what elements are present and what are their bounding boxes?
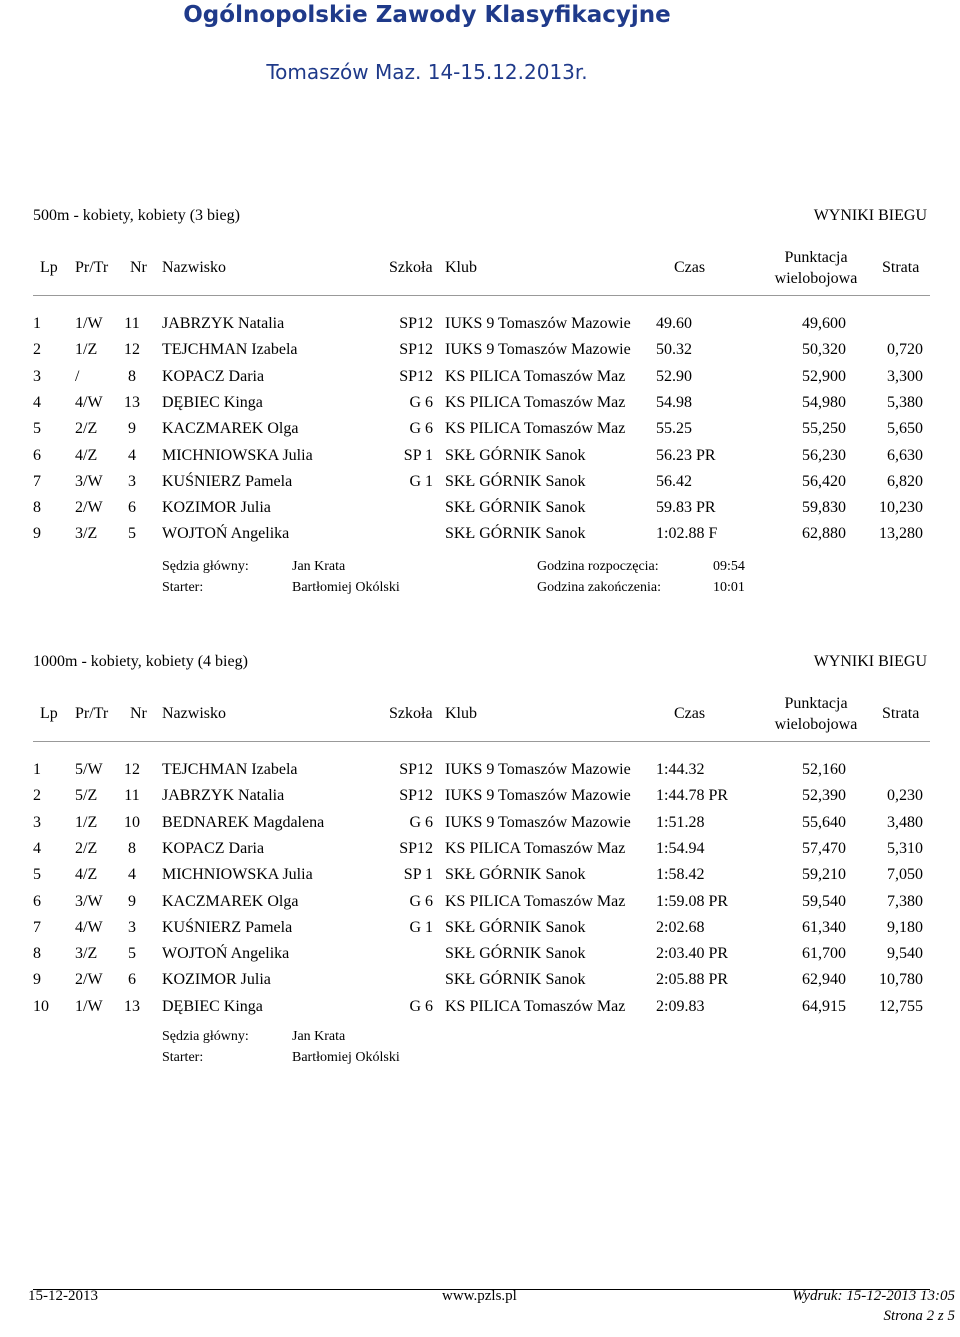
cell-prtr: 3/W [75,892,103,910]
cell-points: 52,160 [802,761,846,778]
judge-name: Jan Krata [292,1029,346,1044]
cell-time: 1:51.28 [656,813,705,831]
cell-time: 55.25 [656,420,692,438]
starter-name: Bartłomiej Okólski [292,1050,400,1065]
col-points-line1: Punktacja [784,695,848,712]
cell-strata: 0,720 [887,341,923,359]
cell-time: 59.83 PR [656,499,716,517]
cell-school: SP12 [399,341,433,359]
cell-club: SKŁ GÓRNIK Sanok [445,866,586,884]
cell-club: KS PILICA Tomaszów Maz [445,420,626,438]
cell-points: 49,600 [802,315,846,332]
cell-school: G 6 [409,393,433,411]
cell-club: KS PILICA Tomaszów Maz [445,997,626,1015]
column-header [0,247,960,291]
cell-nr: 11 [124,787,140,805]
cell-prtr: 2/Z [75,839,98,857]
table-row [0,919,960,945]
cell-points: 54,980 [802,393,846,411]
cell-name: JABRZYK Natalia [162,787,285,805]
cell-strata: 12,755 [879,997,923,1015]
table-row [0,998,960,1024]
cell-nr: 3 [128,472,136,490]
cell-name: TEJCHMAN Izabela [162,761,298,778]
cell-time: 52.90 [656,367,692,385]
cell-club: SKŁ GÓRNIK Sanok [445,525,586,543]
cell-name: KACZMAREK Olga [162,420,299,438]
table-row [0,893,960,919]
cell-points: 59,540 [802,892,846,910]
cell-time: 49.60 [656,315,692,332]
cell-prtr: 1/W [75,315,103,332]
cell-club: SKŁ GÓRNIK Sanok [445,499,586,517]
cell-time: 2:02.68 [656,918,705,936]
cell-time: 1:02.88 F [656,525,718,543]
cell-strata: 10,780 [879,971,923,989]
cell-nr: 8 [128,839,136,857]
table-row [0,787,960,813]
event-title: 1000m - kobiety, kobiety (4 bieg) [33,653,248,670]
cell-strata: 6,820 [887,472,923,490]
end-time: 10:01 [713,580,745,595]
table-row [0,761,960,787]
cell-lp: 5 [33,866,41,884]
col-points-line1: Punktacja [784,249,848,266]
table-row [0,499,960,525]
cell-prtr: 2/Z [75,420,98,438]
cell-strata: 7,380 [887,892,923,910]
cell-prtr: 2/W [75,971,103,989]
cell-lp: 8 [33,499,41,517]
cell-name: WOJTOŃ Angelika [162,945,290,963]
table-row [0,525,960,551]
cell-points: 55,250 [802,420,846,438]
cell-points: 64,915 [802,997,846,1015]
cell-name: KACZMAREK Olga [162,892,299,910]
col-time: Czas [674,705,706,722]
cell-name: MICHNIOWSKA Julia [162,866,313,884]
cell-time: 1:58.42 [656,866,705,884]
cell-lp: 7 [33,918,41,936]
cell-strata: 0,230 [887,787,923,805]
cell-points: 57,470 [802,839,846,857]
judge-name: Jan Krata [292,559,346,574]
cell-nr: 3 [128,918,136,936]
cell-club: SKŁ GÓRNIK Sanok [445,945,586,963]
cell-name: KUŚNIERZ Pamela [162,472,293,490]
cell-club: KS PILICA Tomaszów Maz [445,393,626,411]
cell-prtr: 3/W [75,472,103,490]
cell-points: 56,420 [802,472,846,490]
cell-club: KS PILICA Tomaszów Maz [445,367,626,385]
cell-school: SP 1 [403,866,433,884]
cell-nr: 11 [124,315,140,332]
cell-club: IUKS 9 Tomaszów Mazowie [445,341,631,359]
cell-time: 54.98 [656,393,692,411]
table-row [0,394,960,420]
table-row [0,420,960,446]
document-subtitle: Tomaszów Maz. 14-15.12.2013r. [266,60,588,84]
cell-school: SP12 [399,367,433,385]
cell-prtr: / [75,367,80,385]
cell-lp: 8 [33,945,41,963]
col-nr: Nr [130,705,147,722]
cell-nr: 13 [124,393,140,411]
cell-nr: 10 [124,813,140,831]
header-divider [33,741,930,742]
cell-school: SP12 [399,839,433,857]
cell-lp: 5 [33,420,41,438]
col-name: Nazwisko [162,259,226,276]
cell-nr: 13 [124,997,140,1015]
cell-club: IUKS 9 Tomaszów Mazowie [445,315,631,332]
start-time-label: Godzina rozpoczęcia: [537,559,659,574]
cell-points: 59,210 [802,866,846,884]
col-club: Klub [445,705,477,722]
cell-name: DĘBIEC Kinga [162,997,263,1015]
starter-label: Starter: [162,580,204,595]
start-time: 09:54 [713,559,745,574]
cell-club: IUKS 9 Tomaszów Mazowie [445,761,631,778]
cell-points: 52,900 [802,367,846,385]
col-club: Klub [445,259,477,276]
cell-time: 1:54.94 [656,839,705,857]
col-points [770,693,862,735]
cell-name: KOZIMOR Julia [162,971,271,989]
col-prtr: Pr/Tr [75,705,109,722]
col-points-line2: wielobojowa [774,716,858,733]
col-nr: Nr [130,259,147,276]
cell-lp: 9 [33,971,41,989]
cell-points: 62,880 [802,525,846,543]
cell-prtr: 3/Z [75,525,98,543]
cell-school: G 6 [409,997,433,1015]
judge-label: Sędzia główny: [162,559,249,574]
cell-time: 56.23 PR [656,446,716,464]
cell-club: SKŁ GÓRNIK Sanok [445,446,586,464]
cell-strata: 9,180 [887,918,923,936]
results-label: WYNIKI BIEGU [813,653,927,670]
cell-prtr: 3/Z [75,945,98,963]
cell-time: 1:44.78 PR [656,787,729,805]
cell-prtr: 1/Z [75,813,98,831]
col-lp: Lp [40,259,58,276]
cell-lp: 6 [33,446,41,464]
cell-lp: 2 [33,341,41,359]
col-school: Szkoła [389,259,433,276]
judge-label: Sędzia główny: [162,1029,249,1044]
cell-points: 52,390 [802,787,846,805]
col-name: Nazwisko [162,705,226,722]
col-points-line2: wielobojowa [774,270,858,287]
cell-club: KS PILICA Tomaszów Maz [445,892,626,910]
cell-strata: 9,540 [887,945,923,963]
col-time: Czas [674,259,706,276]
cell-strata: 6,630 [887,446,923,464]
cell-nr: 6 [128,971,136,989]
cell-school: G 1 [409,918,433,936]
cell-prtr: 4/Z [75,866,98,884]
cell-prtr: 1/Z [75,341,98,359]
cell-strata: 13,280 [879,525,923,543]
cell-nr: 12 [124,761,140,778]
footer-page-number: Strona 2 z 5 [883,1308,955,1324]
table-row [0,945,960,971]
table-row [0,866,960,892]
cell-club: IUKS 9 Tomaszów Mazowie [445,787,631,805]
col-strata: Strata [882,705,920,722]
cell-points: 50,320 [802,341,846,359]
col-lp: Lp [40,705,58,722]
starter-label: Starter: [162,1050,204,1065]
cell-strata: 3,480 [887,813,923,831]
cell-lp: 7 [33,472,41,490]
cell-lp: 9 [33,525,41,543]
cell-school: SP12 [399,761,433,778]
table-row [0,341,960,367]
cell-name: BEDNAREK Magdalena [162,813,325,831]
cell-prtr: 4/W [75,918,103,936]
col-school: Szkoła [389,705,433,722]
cell-name: KUŚNIERZ Pamela [162,918,293,936]
cell-club: SKŁ GÓRNIK Sanok [445,918,586,936]
cell-lp: 3 [33,813,41,831]
cell-lp: 6 [33,892,41,910]
cell-time: 50.32 [656,341,692,359]
cell-club: KS PILICA Tomaszów Maz [445,839,626,857]
cell-points: 56,230 [802,446,846,464]
document-title: Ogólnopolskie Zawody Klasyfikacyjne [183,2,671,28]
col-points [770,247,862,289]
footer-site-link[interactable]: www.pzls.pl [442,1288,517,1304]
footer-printed: Wydruk: 15-12-2013 13:05 [792,1288,955,1304]
cell-lp: 10 [33,997,49,1015]
cell-points: 61,340 [802,918,846,936]
cell-club: SKŁ GÓRNIK Sanok [445,472,586,490]
results-label: WYNIKI BIEGU [813,207,927,224]
cell-school: SP12 [399,315,433,332]
cell-prtr: 4/Z [75,446,98,464]
cell-prtr: 1/W [75,997,103,1015]
cell-strata: 5,380 [887,393,923,411]
cell-name: KOZIMOR Julia [162,499,271,517]
cell-lp: 4 [33,393,41,411]
cell-prtr: 5/Z [75,787,98,805]
column-header [0,693,960,737]
cell-nr: 9 [128,892,136,910]
cell-time: 56.42 [656,472,692,490]
cell-lp: 4 [33,839,41,857]
cell-strata: 5,650 [887,420,923,438]
cell-lp: 3 [33,367,41,385]
cell-points: 61,700 [802,945,846,963]
table-row [0,447,960,473]
end-time-label: Godzina zakończenia: [537,580,661,595]
cell-club: SKŁ GÓRNIK Sanok [445,971,586,989]
cell-strata: 3,300 [887,367,923,385]
cell-name: TEJCHMAN Izabela [162,341,298,359]
cell-school: SP 1 [403,446,433,464]
col-prtr: Pr/Tr [75,259,109,276]
cell-name: KOPACZ Daria [162,839,265,857]
col-strata: Strata [882,259,920,276]
cell-name: JABRZYK Natalia [162,315,285,332]
cell-prtr: 5/W [75,761,103,778]
cell-strata: 5,310 [887,839,923,857]
table-row [0,840,960,866]
cell-time: 2:03.40 PR [656,945,729,963]
cell-school: SP12 [399,787,433,805]
cell-nr: 6 [128,499,136,517]
cell-points: 59,830 [802,499,846,517]
table-row [0,473,960,499]
cell-nr: 9 [128,420,136,438]
table-row [0,971,960,997]
cell-points: 55,640 [802,813,846,831]
cell-nr: 4 [128,446,136,464]
cell-name: DĘBIEC Kinga [162,393,263,411]
cell-school: G 6 [409,892,433,910]
cell-nr: 8 [128,367,136,385]
cell-time: 2:05.88 PR [656,971,729,989]
cell-lp: 2 [33,787,41,805]
table-row [0,315,960,341]
cell-name: KOPACZ Daria [162,367,265,385]
cell-time: 1:59.08 PR [656,892,729,910]
cell-name: MICHNIOWSKA Julia [162,446,313,464]
cell-nr: 5 [128,525,136,543]
cell-strata: 10,230 [879,499,923,517]
cell-time: 1:44.32 [656,761,705,778]
cell-school: G 6 [409,420,433,438]
cell-points: 62,940 [802,971,846,989]
cell-nr: 4 [128,866,136,884]
cell-time: 2:09.83 [656,997,705,1015]
cell-name: WOJTOŃ Angelika [162,525,290,543]
cell-lp: 1 [33,761,41,778]
starter-name: Bartłomiej Okólski [292,580,400,595]
cell-prtr: 2/W [75,499,103,517]
cell-prtr: 4/W [75,393,103,411]
cell-strata: 7,050 [887,866,923,884]
table-row [0,814,960,840]
cell-lp: 1 [33,315,41,332]
cell-club: IUKS 9 Tomaszów Mazowie [445,813,631,831]
event-title: 500m - kobiety, kobiety (3 bieg) [33,207,240,224]
cell-nr: 5 [128,945,136,963]
cell-school: G 1 [409,472,433,490]
table-row [0,368,960,394]
header-divider [33,295,930,296]
cell-nr: 12 [124,341,140,359]
footer-date: 15-12-2013 [28,1288,98,1304]
cell-school: G 6 [409,813,433,831]
